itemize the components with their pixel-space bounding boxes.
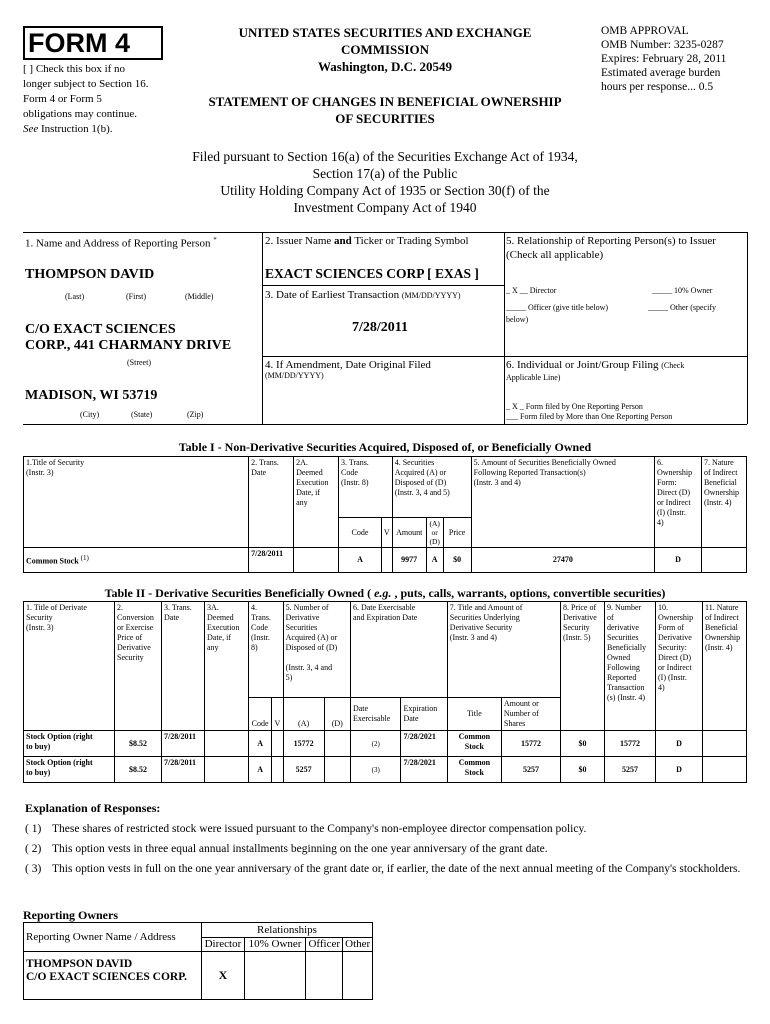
t2-shares: 15772	[501, 731, 560, 757]
agency-block: UNITED STATES SECURITIES AND EXCHANGE COMMISSION Washington, D.C. 20549	[238, 25, 532, 74]
t2-h-code: 4. Trans. Code (Instr. 8)	[249, 602, 284, 698]
t2-h-owned: 9. Number of derivative Securities Beneficially Owned Following Reported Transaction (s) (Instr. 4)	[605, 602, 656, 731]
t1-security-title: Common Stock	[26, 556, 79, 566]
reporting-owners-title: Reporting Owners	[23, 908, 118, 922]
t2-form: D	[656, 731, 703, 757]
t2-date: 7/28/2011	[162, 731, 205, 757]
reporting-owners-table	[23, 922, 373, 1000]
table1	[23, 456, 747, 573]
table-row	[24, 952, 373, 1000]
footnote-ref: (1)	[80, 554, 89, 563]
t1-h-v: V	[381, 518, 392, 548]
t2-deemed	[205, 731, 249, 757]
owner-officer-mark	[306, 952, 343, 1000]
t1-h-securities: 4. Securities Acquired (A) or Disposed of (D) (Instr. 3, 4 and 5)	[392, 457, 471, 518]
t2-deemed	[205, 757, 249, 783]
t2-h-code-sub: Code	[249, 698, 272, 731]
earliest-transaction-date: 7/28/2011	[352, 320, 409, 335]
t2-p8: $0	[561, 731, 605, 757]
t1-h-amount: Amount	[392, 518, 426, 548]
t1-h-amount-owned: 5. Amount of Securities Beneficially Owned Following Reported Transaction(s) (Instr. 3 and 4)	[471, 457, 654, 548]
t1-amount: 9977	[392, 548, 426, 573]
t1-h-title: 1.Title of Security (Instr. 3)	[24, 457, 249, 548]
owner-ten-mark	[244, 952, 305, 1000]
table1-title: Table I - Non-Derivative Securities Acquired, Disposed of, or Beneficially Owned	[178, 440, 592, 454]
t2-nature	[703, 731, 747, 757]
t2-h-a: (A)	[283, 698, 324, 731]
t2-a: 15772	[283, 731, 324, 757]
explanation-item: ( 2) This option vests in three equal annual installments beginning on the one year anniversary of the grant date.	[25, 843, 548, 855]
section4-label: 4. If Amendment, Date Original Filed (MM/DD/YYYY)	[265, 359, 431, 380]
owner-other-mark	[343, 952, 373, 1000]
t2-h-underlying: 7. Title and Amount of Securities Underlying Derivative Security (Instr. 3 and 4)	[447, 602, 560, 698]
divider	[262, 232, 263, 424]
t2-nature	[703, 757, 747, 783]
t2-h-v: V	[272, 698, 283, 731]
t2-owned: 5257	[605, 757, 656, 783]
t2-h-und-title: Title	[447, 698, 501, 731]
owner-name: THOMPSON DAVID	[26, 958, 133, 970]
t1-deemed-date	[294, 548, 339, 573]
table2	[23, 601, 747, 783]
relationship-other: _____ Other (specify	[648, 303, 716, 312]
relationship-director: _ X __ Director	[506, 286, 557, 295]
t1-h-ownership: 6. Ownership Form: Direct (D) or Indirect (I) (Instr. 4)	[655, 457, 702, 548]
t2-und: Common Stock	[447, 731, 501, 757]
owners-h-ten: 10% Owner	[244, 938, 305, 952]
t1-h-code: 3. Trans. Code (Instr. 8)	[339, 457, 393, 518]
t1-h-nature: 7. Nature of Indirect Beneficial Ownership (Instr. 4)	[701, 457, 746, 548]
t2-p8: $0	[561, 757, 605, 783]
t1-h-code-sub: Code	[339, 518, 382, 548]
t2-title: Stock Option (right to buy)	[24, 757, 115, 783]
owners-h-name: Reporting Owner Name / Address	[24, 923, 202, 952]
section6-label: 6. Individual or Joint/Group Filing (Check	[506, 359, 685, 371]
t1-h-price: Price	[443, 518, 471, 548]
explanation-title: Explanation of Responses:	[25, 801, 161, 815]
t2-v	[272, 757, 283, 783]
t2-h-exp: Expiration Date	[401, 698, 447, 731]
t2-date: 7/28/2011	[162, 757, 205, 783]
t2-h-price: 8. Price of Derivative Security (Instr. 5)	[561, 602, 605, 731]
section5-label: 5. Relationship of Reporting Person(s) to Issuer (Check all applicable)	[506, 235, 716, 261]
section6-applicable: Applicable Line)	[506, 373, 561, 382]
t2-exp: 7/28/2021	[401, 757, 447, 783]
t2-h-date: 3. Trans. Date	[162, 602, 205, 731]
owner-address: C/O EXACT SCIENCES CORP.	[26, 971, 188, 983]
section2-label: 2. Issuer Name and Ticker or Trading Symbol	[265, 235, 469, 247]
checkbox-note: [ ] Check this box if no longer subject to Section 16. Form 4 or Form 5 obligations may continue. See Instruction 1(b).	[23, 63, 149, 135]
t2-v	[272, 731, 283, 757]
footnote-ref: (2)	[350, 731, 401, 757]
filing-option-one: _ X _ Form filed by One Reporting Person	[506, 402, 643, 411]
owner-director-mark: X	[202, 952, 245, 1000]
owners-h-director: Director	[202, 938, 245, 952]
t2-h-conversion: 2. Conversion or Exercise Price of Derivative Security	[115, 602, 162, 731]
table-row	[24, 757, 747, 783]
t2-h-exercisable: 6. Date Exercisable and Expiration Date	[350, 602, 447, 698]
t1-form: D	[655, 548, 702, 573]
table-row	[24, 731, 747, 757]
box-top-border	[23, 232, 747, 233]
t2-a: 5257	[283, 757, 324, 783]
t1-h-aord: (A) or (D)	[426, 518, 443, 548]
statement-title: STATEMENT OF CHANGES IN BENEFICIAL OWNERSHIP OF SECURITIES	[208, 94, 562, 126]
table-row	[24, 548, 747, 573]
t2-title: Stock Option (right to buy)	[24, 731, 115, 757]
owners-h-officer: Officer	[306, 938, 343, 952]
t1-h-date: 2. Trans. Date	[249, 457, 294, 548]
section3-label: 3. Date of Earliest Transaction (MM/DD/YYYY)	[265, 289, 461, 301]
t2-und: Common Stock	[447, 757, 501, 783]
divider	[262, 285, 504, 286]
relationship-officer: _____ Officer (give title below)	[506, 303, 609, 312]
t2-h-title: 1. Title of Derivate Security (Instr. 3)	[24, 602, 115, 731]
t2-h-ownership: 10. Ownership Form of Derivative Security: Direct (D) or Indirect (I) (Instr. 4)	[656, 602, 703, 731]
t2-form: D	[656, 757, 703, 783]
t1-trans-code: A	[339, 548, 382, 573]
relationship-below: below)	[506, 315, 529, 324]
reporting-person-name: THOMPSON DAVID	[25, 267, 155, 282]
t2-price: $8.52	[115, 757, 162, 783]
t1-price: $0	[443, 548, 471, 573]
t2-h-deemed: 3A. Deemed Execution Date, if any	[205, 602, 249, 731]
section1-label: 1. Name and Address of Reporting Person *	[25, 236, 217, 250]
filing-option-more: ___ Form filed by More than One Reporting Person	[506, 412, 673, 421]
explanation-item: ( 3) This option vests in full on the one year anniversary of the grant date or, if earlier, the date of the next annual meeting of the Company's stockholders.	[25, 863, 741, 875]
t2-price: $8.52	[115, 731, 162, 757]
table2-title: Table II - Derivative Securities Beneficially Owned ( e.g. , puts, calls, warrants, options, convertible securities)	[104, 586, 666, 600]
t1-aord: A	[426, 548, 443, 573]
t1-h-deemed: 2A. Deemed Execution Date, if any	[294, 457, 339, 548]
issuer-name: EXACT SCIENCES CORP [ EXAS ]	[265, 266, 479, 281]
t2-owned: 15772	[605, 731, 656, 757]
t2-shares: 5257	[501, 757, 560, 783]
street-label: (Street)	[127, 358, 151, 367]
filed-pursuant: Filed pursuant to Section 16(a) of the Securities Exchange Act of 1934, Section 17(a) of the Public Utility Holding Company Act of 1935 or Section 30(f) of the Investment Company Act of 1940	[192, 149, 578, 215]
t2-code: A	[249, 731, 272, 757]
divider	[504, 232, 505, 424]
t1-owned: 27470	[471, 548, 654, 573]
t2-h-number: 5. Number of Derivative Securities Acquired (A) or Disposed of (D) (Instr. 3, 4 and 5)	[283, 602, 350, 698]
owners-h-other: Other	[343, 938, 373, 952]
t2-h-nature: 11. Nature of Indirect Beneficial Ownership (Instr. 4)	[703, 602, 747, 731]
t2-code: A	[249, 757, 272, 783]
t2-h-und-amount: Amount or Number of Shares	[501, 698, 560, 731]
t1-v	[381, 548, 392, 573]
owners-h-relationships: Relationships	[202, 923, 373, 938]
footnote-ref: (3)	[350, 757, 401, 783]
t2-h-date-ex: Date Exercisable	[350, 698, 401, 731]
omb-approval: OMB APPROVAL OMB Number: 3235-0287 Expires: February 28, 2011 Estimated average burden hours per response... 0.5	[601, 25, 727, 93]
form-title-box	[23, 26, 163, 60]
t2-d	[324, 757, 350, 783]
form-title: FORM 4	[28, 28, 131, 58]
divider	[23, 424, 747, 425]
t1-nature	[701, 548, 746, 573]
street-address: C/O EXACT SCIENCES CORP., 441 CHARMANY DRIVE	[25, 322, 232, 353]
explanation-item: ( 1) These shares of restricted stock were issued pursuant to the Company's non-employee director compensation policy.	[25, 823, 587, 835]
city-state-zip: MADISON, WI 53719	[25, 388, 158, 403]
t2-h-d: (D)	[324, 698, 350, 731]
divider	[262, 356, 747, 357]
relationship-ten-pct: _____ 10% Owner	[652, 286, 713, 295]
t1-trans-date: 7/28/2011	[249, 548, 294, 573]
t2-exp: 7/28/2021	[401, 731, 447, 757]
t2-d	[324, 731, 350, 757]
